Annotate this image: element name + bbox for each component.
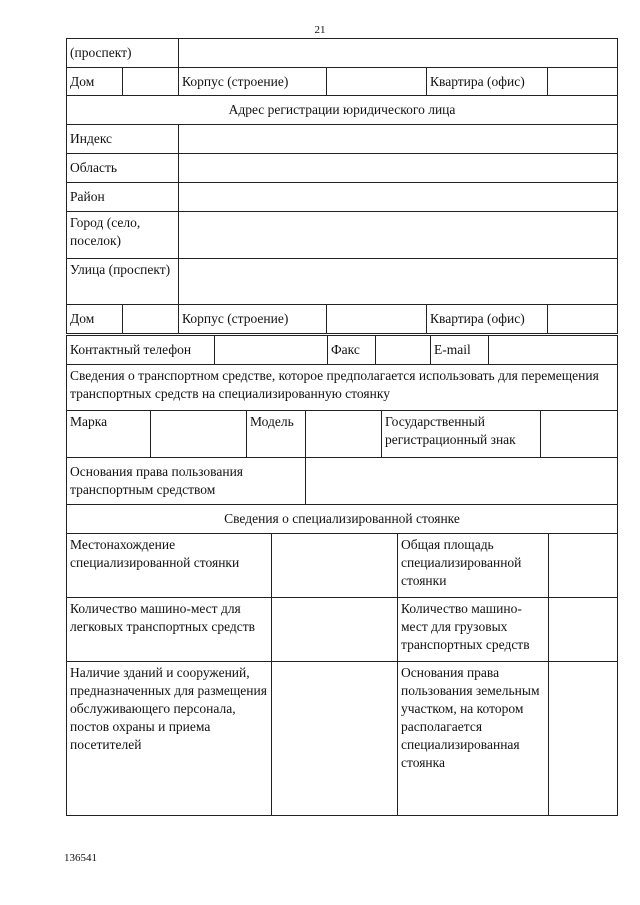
region-label: Область <box>67 154 179 183</box>
vehicle-heading: Сведения о транспортном средстве, которое предполагается использовать для перемещения транспортных средств на специализированную стоянку <box>67 365 618 411</box>
building-field[interactable] <box>327 305 427 334</box>
vehicle-rights-field[interactable] <box>306 458 618 505</box>
footer-code: 136541 <box>64 852 97 864</box>
house-field[interactable] <box>123 68 179 96</box>
plate-label: Государственный регистрационный знак <box>382 411 541 458</box>
car-spaces-label: Количество машино-мест для легковых транспортных средств <box>67 598 272 662</box>
legal-address-heading: Адрес регистрации юридического лица <box>67 96 618 125</box>
email-field[interactable] <box>489 336 618 365</box>
truck-spaces-label: Количество машино-мест для грузовых транспортных средств <box>398 598 549 662</box>
brand-label: Марка <box>67 411 151 458</box>
apartment-label: Квартира (офис) <box>427 68 548 96</box>
street-continuation-label: (проспект) <box>67 39 179 68</box>
street-continuation-field[interactable] <box>179 39 618 68</box>
parking-table <box>66 504 618 816</box>
land-rights-field[interactable] <box>549 662 618 816</box>
land-rights-label: Основания права пользования земельным участком, на котором располагается специализированная стоянка <box>398 662 549 816</box>
building-label: Корпус (строение) <box>179 305 327 334</box>
street-field[interactable] <box>179 259 618 305</box>
page-number: 21 <box>314 24 326 36</box>
phone-label: Контактный телефон <box>67 336 215 365</box>
vehicle-table <box>66 364 618 505</box>
apartment-label: Квартира (офис) <box>427 305 548 334</box>
model-label: Модель <box>247 411 306 458</box>
index-label: Индекс <box>67 125 179 154</box>
location-field[interactable] <box>272 534 398 598</box>
house-label: Дом <box>67 68 123 96</box>
district-field[interactable] <box>179 183 618 212</box>
region-field[interactable] <box>179 154 618 183</box>
parking-heading: Сведения о специализированной стоянке <box>67 505 618 534</box>
building-label: Корпус (строение) <box>179 68 327 96</box>
district-label: Район <box>67 183 179 212</box>
fax-label: Факс <box>328 336 376 365</box>
location-label: Местонахождение специализированной стоянки <box>67 534 272 598</box>
email-label: E-mail <box>431 336 489 365</box>
street-label: Улица (проспект) <box>67 259 179 305</box>
area-field[interactable] <box>549 534 618 598</box>
apartment-field[interactable] <box>548 68 618 96</box>
address-table <box>66 38 618 334</box>
building-field[interactable] <box>327 68 427 96</box>
fax-field[interactable] <box>376 336 431 365</box>
phone-field[interactable] <box>215 336 328 365</box>
buildings-label: Наличие зданий и сооружений, предназначенных для размещения обслуживающего персонала, постов охраны и приема посетителей <box>67 662 272 816</box>
city-field[interactable] <box>179 212 618 259</box>
plate-field[interactable] <box>541 411 618 458</box>
city-label: Город (село, поселок) <box>67 212 179 259</box>
model-field[interactable] <box>306 411 382 458</box>
house-field[interactable] <box>123 305 179 334</box>
apartment-field[interactable] <box>548 305 618 334</box>
car-spaces-field[interactable] <box>272 598 398 662</box>
brand-field[interactable] <box>151 411 247 458</box>
area-label: Общая площадь специализированной стоянки <box>398 534 549 598</box>
truck-spaces-field[interactable] <box>549 598 618 662</box>
vehicle-rights-label: Основания права пользования транспортным средством <box>67 458 306 505</box>
contacts-table <box>66 335 618 365</box>
buildings-field[interactable] <box>272 662 398 816</box>
house-label: Дом <box>67 305 123 334</box>
index-field[interactable] <box>179 125 618 154</box>
